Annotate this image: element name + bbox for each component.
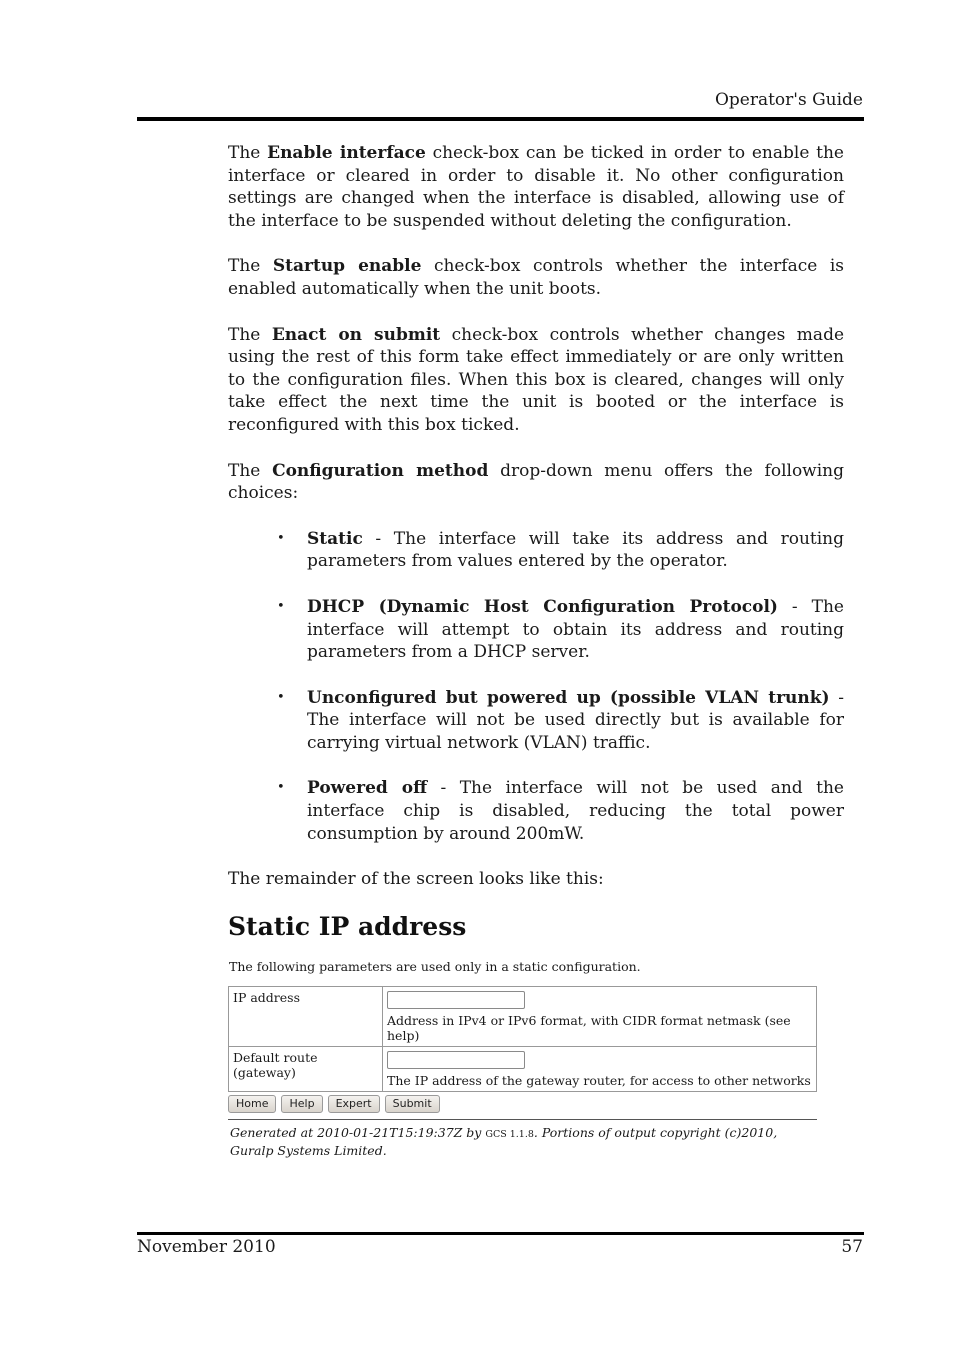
para-term: Enact on submit (271, 324, 441, 345)
default-route-hint: The IP address of the gateway router, for access to other networks (387, 1073, 811, 1088)
static-ip-table (228, 986, 817, 1092)
bullet-icon: • (277, 598, 285, 614)
choice-term: Powered off (307, 778, 428, 799)
para-text: check-box can be ticked in order to enable the interface or cleared in order to disable it. No other configuration settings are changed when the interface is disabled, allowing use of the interface to be suspended without deleting the configuration. (228, 143, 844, 231)
choice-text: - The interface will not be used directly but is available for carrying virtual network (VLAN) traffic. (307, 687, 844, 753)
para-term: Enable interface (267, 143, 426, 163)
table-row (229, 1047, 817, 1092)
choice-term: DHCP (Dynamic Host Configuration Protocol) (307, 596, 778, 617)
choice-text: - The interface will not be used and the interface chip is disabled, reducing the total power consumption by around 200mW. (307, 778, 844, 844)
section-intro: The following parameters are used only in a static configuration. (229, 959, 641, 974)
choice-term: Static (307, 528, 363, 549)
paragraph-enact-on-submit (228, 324, 844, 437)
para-text: The (228, 256, 273, 277)
para-text: The (228, 143, 268, 163)
footer-date: November 2010 (137, 1237, 276, 1257)
body-text (228, 142, 844, 914)
ip-address-label: IP address (229, 987, 383, 1047)
paragraph-enable-interface (228, 142, 844, 232)
embedded-screenshot (228, 912, 818, 1158)
paragraph-configuration-method (228, 460, 844, 505)
default-route-cell (383, 1047, 817, 1092)
bullet-icon: • (277, 530, 285, 546)
list-item (277, 777, 844, 845)
form-button-row (228, 1095, 818, 1113)
para-text: check-box controls whether changes made using the rest of this form take effect immediately or are only written to the configuration files. When this box is cleared, changes will only take effect the next time the unit is booted or the interface is reconfigured with this box ticked. (228, 324, 845, 435)
submit-button[interactable]: Submit (385, 1095, 440, 1113)
header-rule (137, 117, 864, 121)
section-heading: Static IP address (228, 912, 467, 941)
list-item (277, 596, 844, 664)
paragraph-startup-enable (228, 255, 844, 300)
footer-rule (137, 1232, 864, 1235)
table-row (229, 987, 817, 1047)
help-button[interactable]: Help (281, 1095, 322, 1113)
choice-term: Unconfigured but powered up (possible VLAN trunk) (307, 687, 830, 708)
bullet-icon: • (277, 689, 285, 705)
ip-address-cell (383, 987, 817, 1047)
configuration-choices-list (228, 528, 844, 846)
para-text: check-box controls whether the interface is enabled automatically when the unit boots. (228, 256, 844, 299)
para-term: Startup enable (272, 256, 422, 277)
para-text: The (228, 460, 273, 481)
paragraph-remainder: The remainder of the screen looks like this: (228, 869, 604, 890)
para-term: Configuration method (272, 460, 489, 481)
para-text: drop-down menu offers the following choices: (228, 460, 844, 504)
choice-text: - The interface will take its address and routing parameters from values entered by the operator. (307, 528, 844, 572)
running-head: Operator's Guide (714, 90, 863, 110)
home-button[interactable]: Home (228, 1095, 276, 1113)
default-route-input[interactable] (387, 1051, 525, 1069)
default-route-label: Default route (gateway) (229, 1047, 383, 1092)
generated-program: GCS 1.1.8 (485, 1129, 534, 1140)
page-number: 57 (841, 1237, 863, 1257)
generated-text: . Portions of output copyright (c)2010, Guralp Systems Limited. (230, 1125, 778, 1158)
list-item (277, 528, 844, 573)
ip-address-input[interactable] (387, 991, 525, 1009)
generated-text: Generated at 2010-01-21T15:19:37Z by (230, 1125, 486, 1140)
generated-divider (228, 1119, 817, 1120)
generated-note (230, 1125, 815, 1158)
list-item (277, 687, 844, 755)
bullet-icon: • (277, 780, 285, 796)
ip-address-hint: Address in IPv4 or IPv6 format, with CIDR format netmask (see help) (387, 1013, 791, 1043)
para-text: The (228, 324, 272, 345)
choice-text: - The interface will attempt to obtain its address and routing parameters from a DHCP server. (307, 596, 844, 663)
expert-button[interactable]: Expert (328, 1095, 380, 1113)
